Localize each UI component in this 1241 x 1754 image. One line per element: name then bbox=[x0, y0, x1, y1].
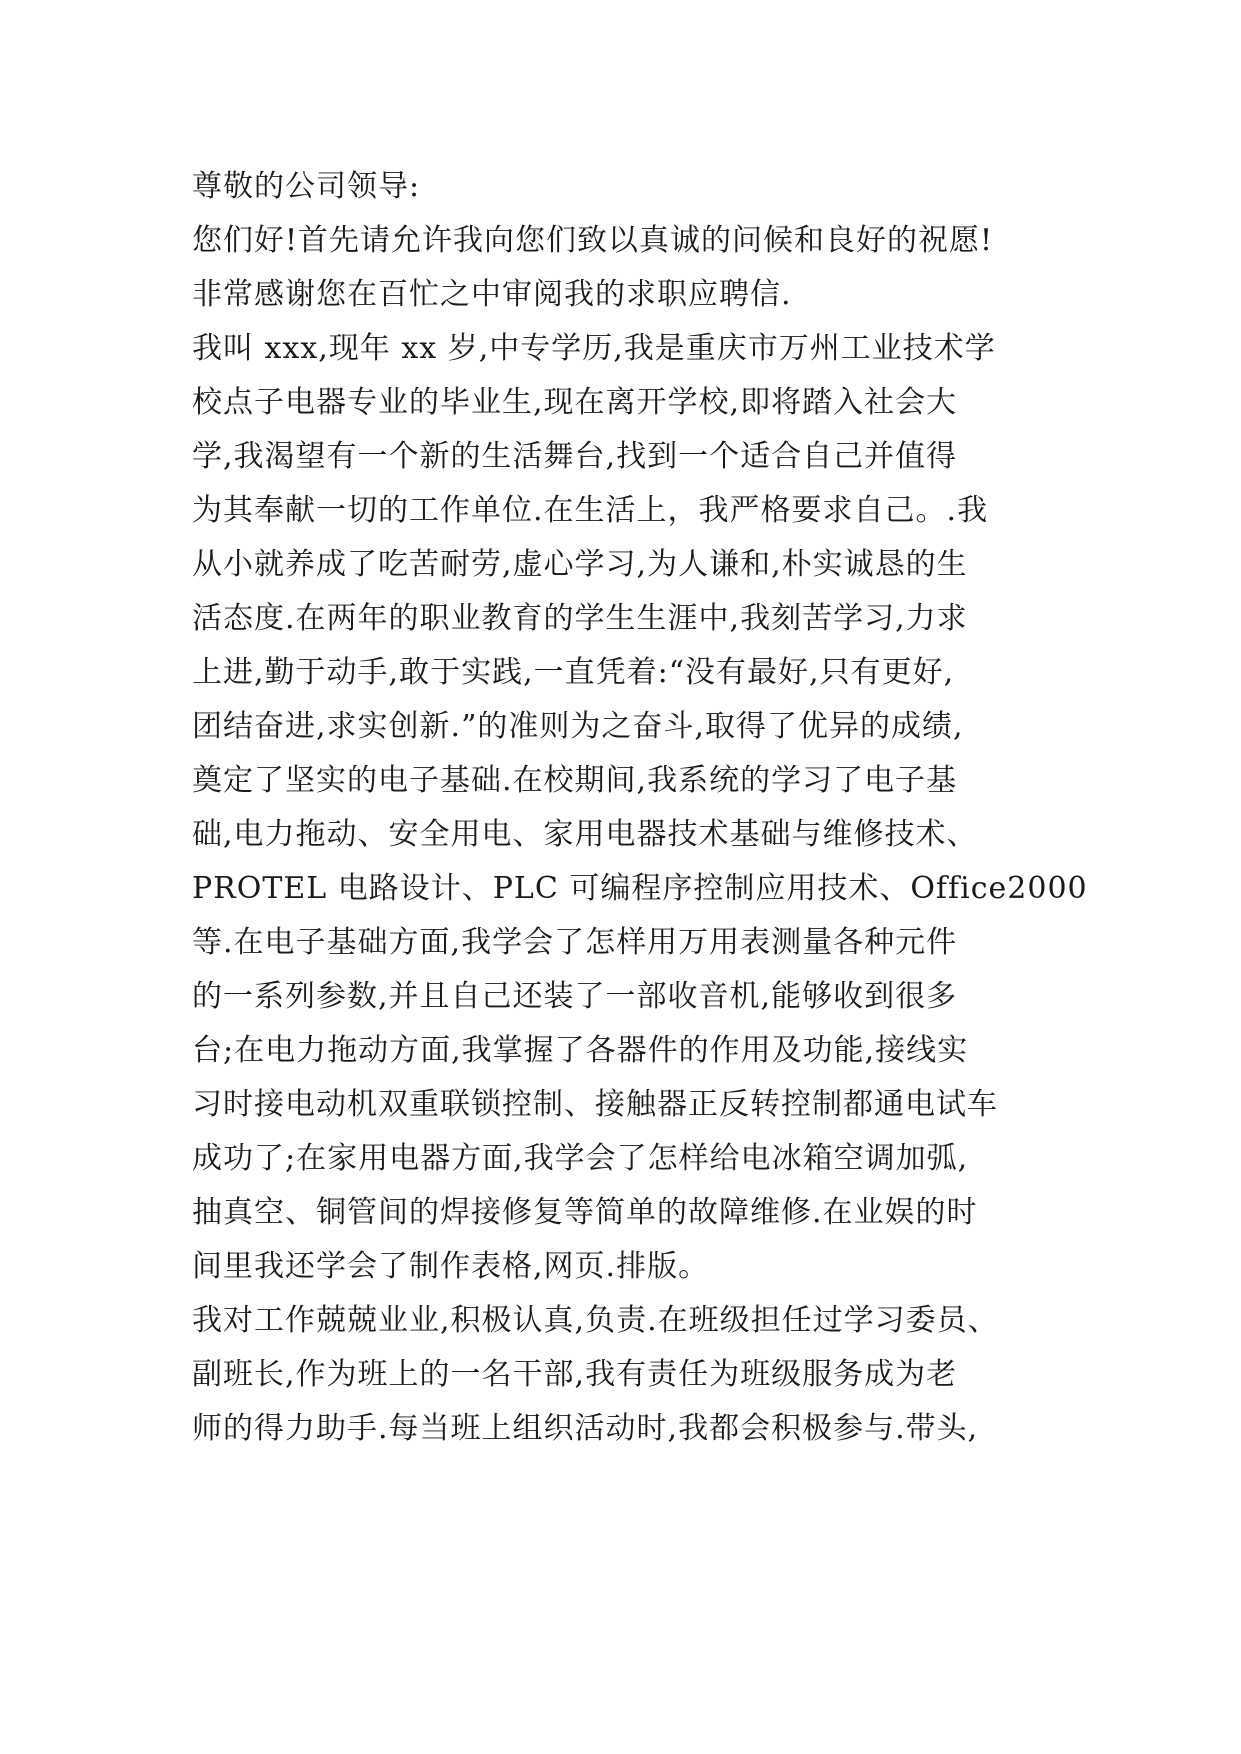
text-line: 等.在电子基础方面,我学会了怎样用万用表测量各种元件 bbox=[192, 925, 958, 960]
text-line: 师的得力助手.每当班上组织活动时,我都会积极参与.带头, bbox=[192, 1411, 979, 1446]
text-line: 从小就养成了吃苦耐劳,虚心学习,为人谦和,朴实诚恳的生 bbox=[192, 547, 968, 582]
text-line: 的一系列参数,并且自己还装了一部收音机,能够收到很多 bbox=[192, 979, 958, 1014]
text-line: 非常感谢您在百忙之中审阅我的求职应聘信. bbox=[192, 277, 792, 312]
text-line: 团结奋进,求实创新.”的准则为之奋斗,取得了优异的成绩, bbox=[192, 709, 964, 744]
text-line: 习时接电动机双重联锁控制、接触器正反转控制都通电试车 bbox=[192, 1087, 998, 1122]
text-line: 上进,勤于动手,敢于实践,一直凭着:“没有最好,只有更好, bbox=[192, 655, 955, 690]
text-line: 副班长,作为班上的一名干部,我有责任为班级服务成为老 bbox=[192, 1357, 958, 1392]
text-line: 础,电力拖动、安全用电、家用电器技术基础与维修技术、 bbox=[192, 817, 978, 852]
text-line: PROTEL 电路设计、PLC 可编程序控制应用技术、Office2000 bbox=[192, 871, 1088, 906]
text-line: 活态度.在两年的职业教育的学生生涯中,我刻苦学习,力求 bbox=[192, 601, 968, 636]
letter-body bbox=[192, 160, 1092, 1456]
text-line: 为其奉献一切的工作单位.在生活上，我严格要求自己。.我 bbox=[192, 493, 989, 528]
text-line: 我对工作兢兢业业,积极认真,负责.在班级担任过学习委员、 bbox=[192, 1303, 999, 1338]
text-line: 学,我渴望有一个新的生活舞台,找到一个适合自己并值得 bbox=[192, 439, 958, 474]
text-line: 成功了;在家用电器方面,我学会了怎样给电冰箱空调加弧, bbox=[192, 1141, 969, 1176]
text-line: 台;在电力拖动方面,我掌握了各器件的作用及功能,接线实 bbox=[192, 1033, 969, 1068]
text-line: 您们好!首先请允许我向您们致以真诚的问候和良好的祝愿! bbox=[192, 223, 994, 258]
text-line: 奠定了坚实的电子基础.在校期间,我系统的学习了电子基 bbox=[192, 763, 958, 798]
text-line: 间里我还学会了制作表格,网页.排版。 bbox=[192, 1249, 710, 1284]
text-line: 校点子电器专业的毕业生,现在离开学校,即将踏入社会大 bbox=[192, 385, 958, 420]
salutation-line: 尊敬的公司领导: bbox=[192, 169, 421, 204]
text-line: 抽真空、铜管间的焊接修复等简单的故障维修.在业娱的时 bbox=[192, 1195, 978, 1230]
text-line: 我叫 xxx,现年 xx 岁,中专学历,我是重庆市万州工业技术学 bbox=[192, 331, 996, 366]
